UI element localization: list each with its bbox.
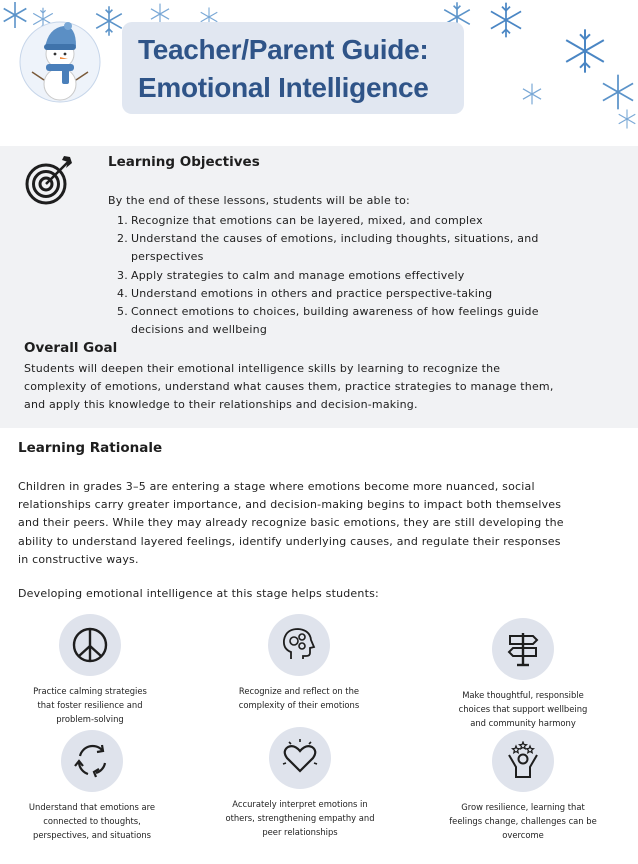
objective-item (117, 267, 597, 285)
benefit-line: perspectives, and situations (33, 830, 151, 840)
rationale-line: and their peers. While they may already recognize basic emotions, they are still developing the (18, 516, 564, 530)
benefit-item (0, 730, 190, 842)
benefit-line: feelings change, challenges can be (449, 816, 597, 826)
head-gears-icon (279, 625, 319, 665)
snowman-icon (18, 18, 102, 104)
objectives-panel (0, 146, 638, 428)
objective-number: 4. (117, 286, 128, 300)
objective-text: Understand the causes of emotions, including thoughts, situations, and (131, 232, 539, 246)
benefit-line: Recognize and reflect on the (238, 686, 360, 696)
snowflake-icon (486, 0, 526, 40)
goal-text (24, 360, 614, 415)
goal-line: and apply this knowledge to their relationships and decision-making. (24, 398, 418, 412)
benefit-line: Practice calming strategies (33, 686, 147, 696)
rationale-line: Children in grades 3–5 are entering a stage where emotions become more nuanced, social (18, 480, 535, 493)
goal-title: Overall Goal (24, 340, 118, 356)
benefit-line: peer relationships (262, 827, 338, 837)
target-icon (22, 154, 76, 206)
benefit-item (425, 618, 621, 730)
objective-text: Connect emotions to choices, building awareness of how feelings guide (131, 305, 539, 319)
snowflake-icon (560, 26, 610, 76)
benefit-line: Make thoughtful, responsible (462, 690, 584, 700)
cycle-arrows-icon (72, 741, 112, 781)
rationale-line: relationships carry greater importance, and decision-making begins to impact both themselves (18, 498, 562, 512)
objectives-title: Learning Objectives (108, 154, 260, 170)
objective-text: Understand emotions in others and practice perspective-taking (131, 286, 493, 300)
benefit-line: choices that support wellbeing (458, 704, 588, 714)
objective-item (117, 230, 597, 266)
objective-item (117, 285, 597, 303)
person-stars-icon (503, 741, 543, 781)
objective-item (117, 303, 597, 339)
page-title-line-1: Teacher/Parent Guide: (138, 34, 429, 65)
objectives-list (117, 212, 597, 339)
signpost-icon (503, 629, 543, 669)
benefit-line: Accurately interpret emotions in (232, 799, 368, 809)
objective-number: 3. (117, 268, 128, 282)
rationale-text (18, 478, 624, 569)
goal-line: complexity of emotions, understand what causes them, practice strategies to manage them, (24, 380, 554, 394)
rationale-line: in constructive ways. (18, 552, 139, 566)
objectives-intro: By the end of these lessons, students will be able to: (108, 194, 410, 207)
title-box (122, 22, 464, 114)
rationale-line: ability to understand layered feelings, identify underlying causes, and regulate their responses (18, 534, 561, 548)
objective-text: perspectives (131, 250, 204, 264)
page-title-line-2: Emotional Intelligence (138, 72, 429, 103)
benefit-item (201, 614, 397, 712)
objective-item (117, 212, 597, 230)
benefit-line: connected to thoughts, (43, 816, 141, 826)
peace-icon (70, 625, 110, 665)
snowflake-icon (520, 82, 544, 106)
benefit-line: others, strengthening empathy and (225, 813, 375, 823)
rationale-title: Learning Rationale (18, 440, 163, 456)
benefit-line: that foster resilience and (37, 700, 143, 710)
objective-text: Recognize that emotions can be layered, mixed, and complex (131, 214, 483, 227)
benefit-item (425, 730, 621, 842)
objective-number: 1. (117, 214, 128, 227)
rationale-lead: Developing emotional intelligence at this stage helps students: (18, 587, 379, 600)
benefit-line: Understand that emotions are (28, 802, 156, 812)
objective-text: decisions and wellbeing (131, 323, 267, 337)
snowflake-icon (598, 72, 638, 112)
benefit-line: and community harmony (470, 718, 576, 728)
benefit-item (202, 727, 398, 839)
objective-number: 2. (117, 232, 128, 246)
snowflake-icon (616, 108, 638, 130)
benefit-line: Grow resilience, learning that (461, 802, 585, 812)
benefit-item (0, 614, 188, 726)
benefit-line: complexity of their emotions (238, 700, 360, 710)
objective-number: 5. (117, 305, 128, 319)
header (0, 0, 638, 140)
heart-icon (280, 738, 320, 778)
objective-text: Apply strategies to calm and manage emotions effectively (131, 268, 465, 282)
goal-line: Students will deepen their emotional intelligence skills by learning to recognize the (24, 362, 501, 375)
benefit-line: overcome (502, 830, 544, 840)
benefit-line: problem-solving (56, 714, 124, 724)
